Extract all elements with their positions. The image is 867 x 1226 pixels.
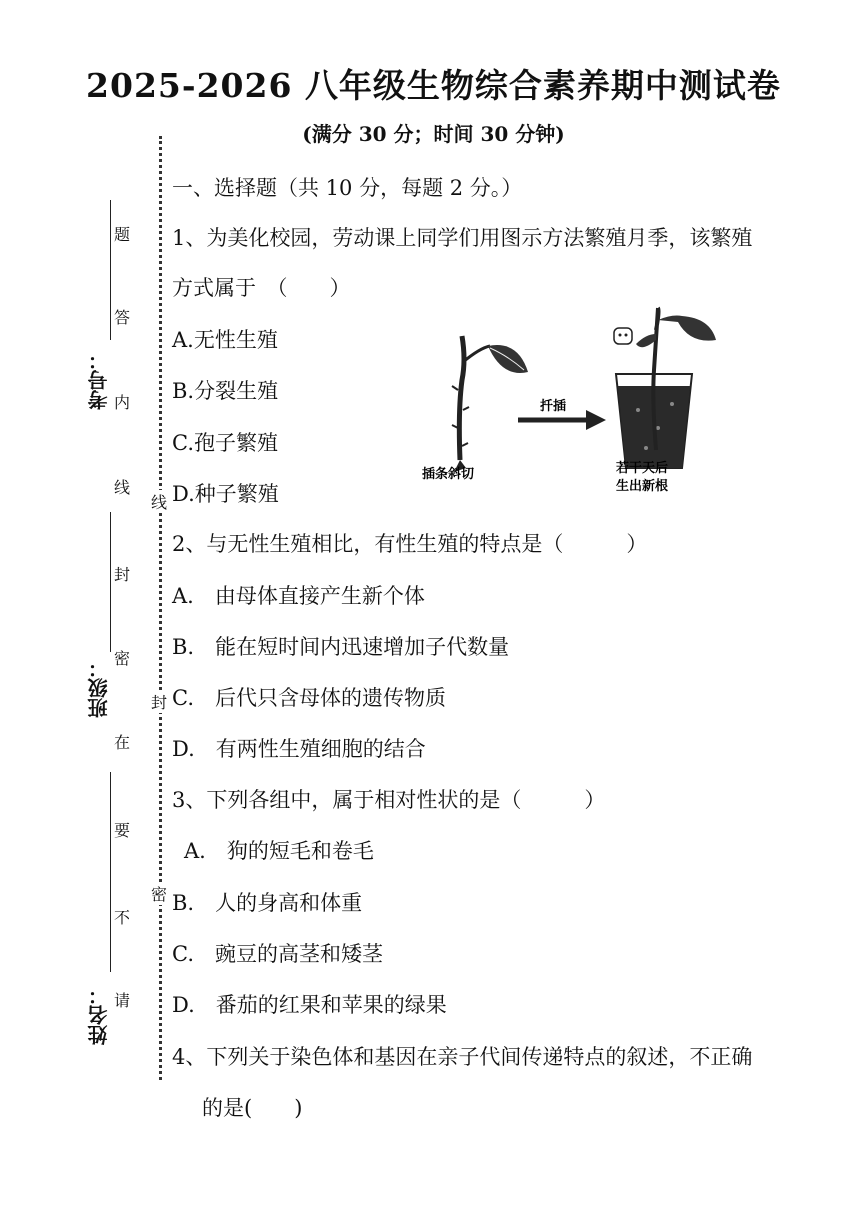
question-3-option: C. 豌豆的高茎和矮茎	[172, 942, 383, 966]
question-3-option: B. 人的身高和体重	[172, 891, 363, 915]
question-2-option: D. 有两性生殖细胞的结合	[172, 737, 426, 761]
figure-label-arrow: 扦插	[540, 399, 567, 414]
margin-warn-char: 不	[114, 908, 131, 927]
exam-no-label: 考号：	[87, 350, 111, 410]
page-title: 2025-2026 八年级生物综合素养期中测试卷	[86, 66, 781, 105]
question-3-option: D. 番茄的红果和苹果的绿果	[172, 993, 447, 1017]
margin-warn-char: 密	[114, 649, 131, 668]
question-2-option: B. 能在短时间内迅速增加子代数量	[172, 635, 510, 659]
figure-label-roots-1: 若干天后	[616, 461, 669, 476]
margin-warn-char: 内	[114, 393, 131, 412]
exam-no-underline	[110, 200, 111, 340]
figure-label-cutting: 插条斜切	[422, 467, 475, 482]
question-4-stem-cont: 的是( )	[202, 1096, 303, 1120]
seal-dotted-line	[159, 136, 162, 1080]
margin-warn-char: 请	[114, 991, 131, 1010]
class-label: 班级：	[87, 658, 111, 718]
cutting-stem-illustration	[452, 336, 528, 472]
question-1-option: C.孢子繁殖	[172, 431, 278, 455]
question-1-option: A.无性生殖	[172, 328, 278, 352]
question-1-stem-cont: 方式属于 （ ）	[172, 276, 351, 300]
question-3-stem: 3、下列各组中，属于相对性状的是（ ）	[172, 788, 606, 812]
margin-warn-char: 封	[114, 565, 131, 584]
name-label: 姓名：	[87, 985, 111, 1045]
question-2-option: A. 由母体直接产生新个体	[172, 584, 425, 608]
seal-char: 密	[151, 882, 167, 905]
figure-label-roots-2: 生出新根	[616, 479, 669, 494]
question-1-stem: 1、为美化校园，劳动课上同学们用图示方法繁殖月季，该繁殖	[172, 226, 753, 250]
seal-char: 线	[151, 490, 167, 513]
margin-warn-char: 题	[114, 225, 131, 244]
page-subtitle: (满分 30 分；时间 30 分钟)	[302, 122, 565, 146]
question-4-stem: 4、下列关于染色体和基因在亲子代间传递特点的叙述，不正确	[172, 1045, 753, 1069]
name-underline	[110, 772, 111, 972]
section-heading: 一、选择题（共 10 分，每题 2 分。）	[172, 176, 523, 200]
question-2-stem: 2、与无性生殖相比，有性生殖的特点是（ ）	[172, 532, 648, 556]
question-1-option: B.分裂生殖	[172, 379, 279, 403]
margin-warn-char: 答	[114, 308, 131, 327]
margin-warn-char: 线	[114, 478, 131, 497]
question-3-option: A. 狗的短毛和卷毛	[184, 839, 374, 863]
cutting-figure	[410, 300, 740, 500]
seal-char: 封	[151, 690, 167, 713]
question-2-option: C. 后代只含母体的遗传物质	[172, 686, 446, 710]
margin-warn-char: 要	[114, 821, 131, 840]
cup-with-cutting-illustration	[614, 308, 716, 468]
class-underline	[110, 512, 111, 652]
margin-warn-char: 在	[114, 733, 131, 752]
question-1-option: D.种子繁殖	[172, 482, 279, 506]
